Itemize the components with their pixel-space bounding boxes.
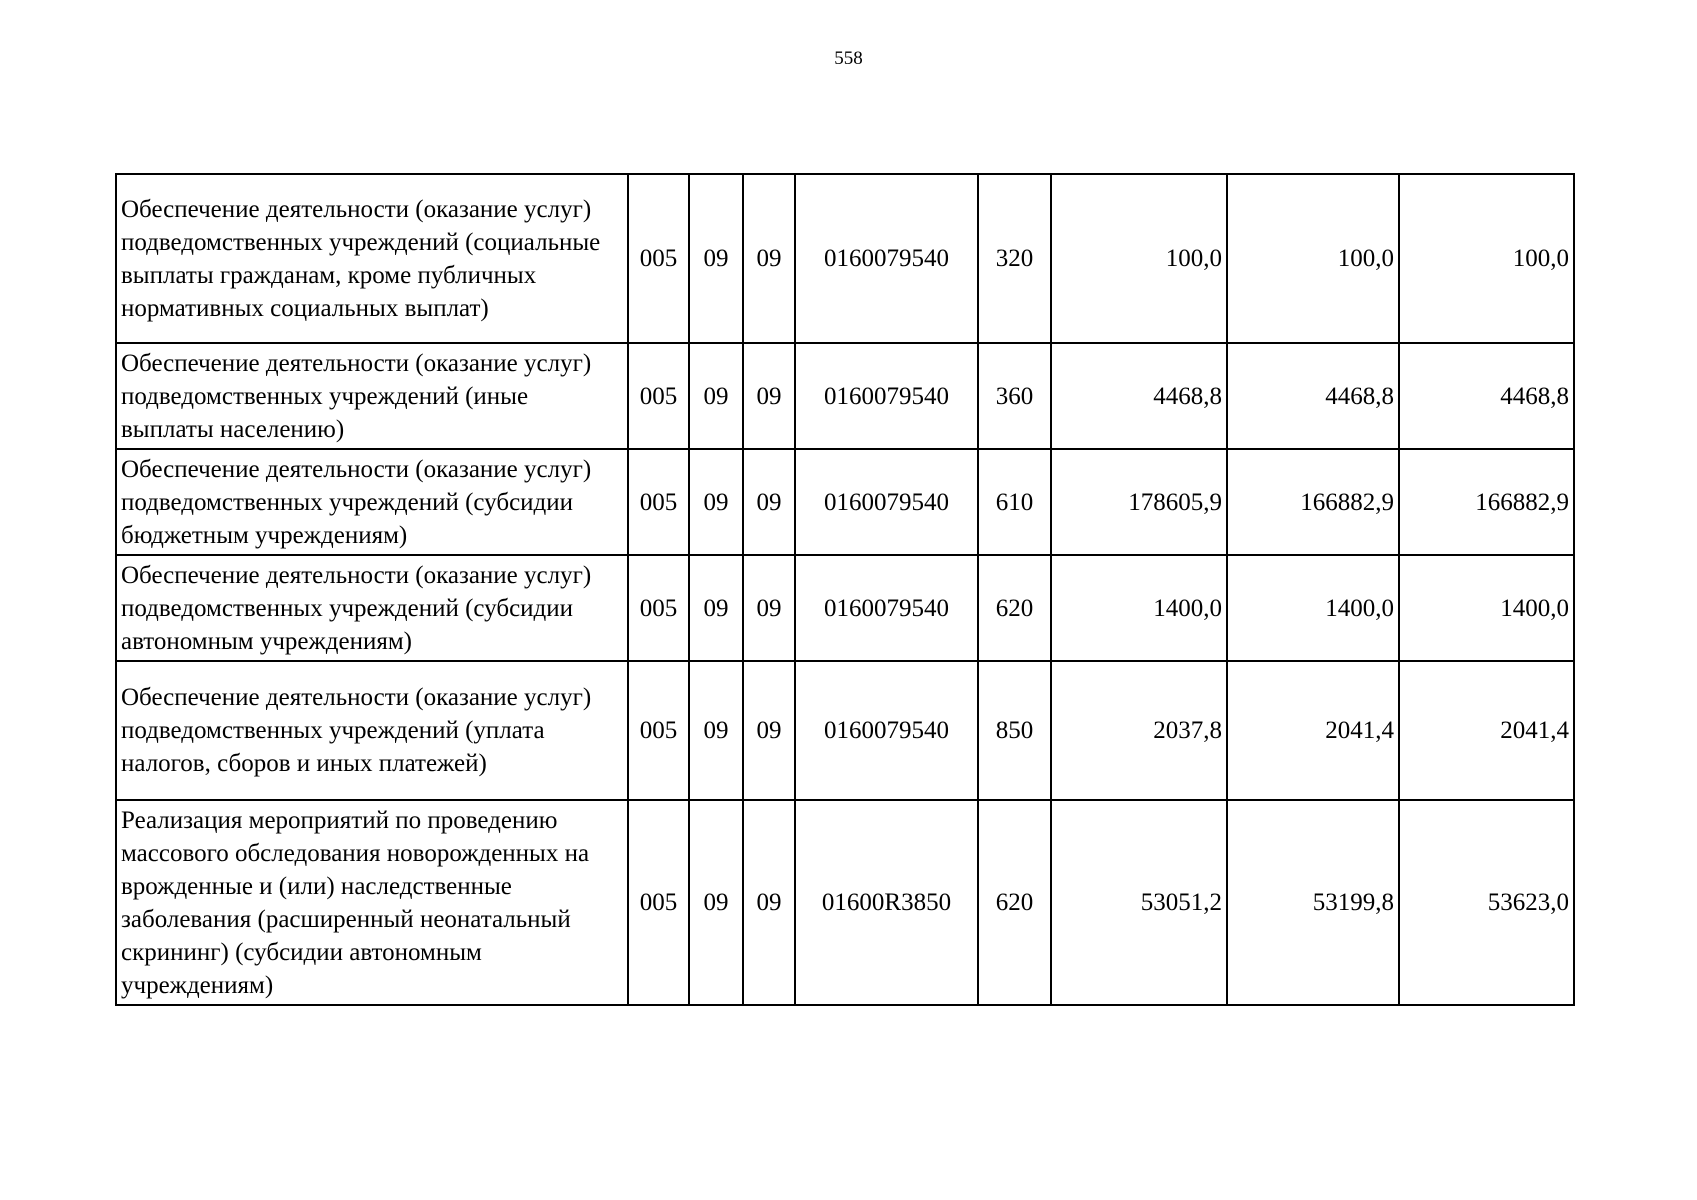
- row-description: Реализация мероприятий по проведению массового обследования новорожденных на врожденные и (или) наследственные заболевания (расширенный неонатальный скрининг) (субсидии автономным учреждениям): [116, 800, 628, 1005]
- subsection-code: 09: [743, 449, 795, 555]
- grbs-code: 005: [628, 449, 689, 555]
- amount-year-2: 1400,0: [1227, 555, 1399, 661]
- subsection-code: 09: [743, 555, 795, 661]
- row-description: Обеспечение деятельности (оказание услуг) подведомственных учреждений (социальные выплаты гражданам, кроме публичных нормативных социальных выплат): [116, 174, 628, 343]
- table-row: [116, 661, 1574, 800]
- target-article-code: 0160079540: [795, 174, 978, 343]
- amount-year-1: 178605,9: [1051, 449, 1227, 555]
- amount-year-1: 4468,8: [1051, 343, 1227, 449]
- section-code: 09: [689, 343, 743, 449]
- table-row: [116, 800, 1574, 1005]
- grbs-code: 005: [628, 174, 689, 343]
- amount-year-3: 166882,9: [1399, 449, 1574, 555]
- target-article-code: 01600R3850: [795, 800, 978, 1005]
- page-number: 558: [834, 48, 863, 69]
- amount-year-2: 4468,8: [1227, 343, 1399, 449]
- section-code: 09: [689, 661, 743, 800]
- row-description: Обеспечение деятельности (оказание услуг) подведомственных учреждений (уплата налогов, сборов и иных платежей): [116, 661, 628, 800]
- amount-year-1: 100,0: [1051, 174, 1227, 343]
- table-row: [116, 174, 1574, 343]
- grbs-code: 005: [628, 661, 689, 800]
- row-description: Обеспечение деятельности (оказание услуг) подведомственных учреждений (субсидии бюджетным учреждениям): [116, 449, 628, 555]
- expense-type-code: 320: [978, 174, 1051, 343]
- grbs-code: 005: [628, 343, 689, 449]
- subsection-code: 09: [743, 661, 795, 800]
- amount-year-2: 166882,9: [1227, 449, 1399, 555]
- grbs-code: 005: [628, 800, 689, 1005]
- amount-year-3: 100,0: [1399, 174, 1574, 343]
- subsection-code: 09: [743, 800, 795, 1005]
- amount-year-3: 4468,8: [1399, 343, 1574, 449]
- section-code: 09: [689, 449, 743, 555]
- row-description: Обеспечение деятельности (оказание услуг) подведомственных учреждений (иные выплаты населению): [116, 343, 628, 449]
- budget-table: [115, 173, 1575, 1006]
- amount-year-3: 2041,4: [1399, 661, 1574, 800]
- expense-type-code: 850: [978, 661, 1051, 800]
- amount-year-1: 2037,8: [1051, 661, 1227, 800]
- amount-year-3: 1400,0: [1399, 555, 1574, 661]
- amount-year-2: 53199,8: [1227, 800, 1399, 1005]
- target-article-code: 0160079540: [795, 661, 978, 800]
- target-article-code: 0160079540: [795, 449, 978, 555]
- section-code: 09: [689, 174, 743, 343]
- expense-type-code: 620: [978, 800, 1051, 1005]
- subsection-code: 09: [743, 174, 795, 343]
- amount-year-1: 1400,0: [1051, 555, 1227, 661]
- expense-type-code: 360: [978, 343, 1051, 449]
- table-row: [116, 343, 1574, 449]
- amount-year-2: 100,0: [1227, 174, 1399, 343]
- table-row: [116, 555, 1574, 661]
- amount-year-1: 53051,2: [1051, 800, 1227, 1005]
- target-article-code: 0160079540: [795, 555, 978, 661]
- table-row: [116, 449, 1574, 555]
- section-code: 09: [689, 800, 743, 1005]
- amount-year-2: 2041,4: [1227, 661, 1399, 800]
- expense-type-code: 610: [978, 449, 1051, 555]
- grbs-code: 005: [628, 555, 689, 661]
- row-description: Обеспечение деятельности (оказание услуг) подведомственных учреждений (субсидии автономным учреждениям): [116, 555, 628, 661]
- section-code: 09: [689, 555, 743, 661]
- target-article-code: 0160079540: [795, 343, 978, 449]
- expense-type-code: 620: [978, 555, 1051, 661]
- amount-year-3: 53623,0: [1399, 800, 1574, 1005]
- subsection-code: 09: [743, 343, 795, 449]
